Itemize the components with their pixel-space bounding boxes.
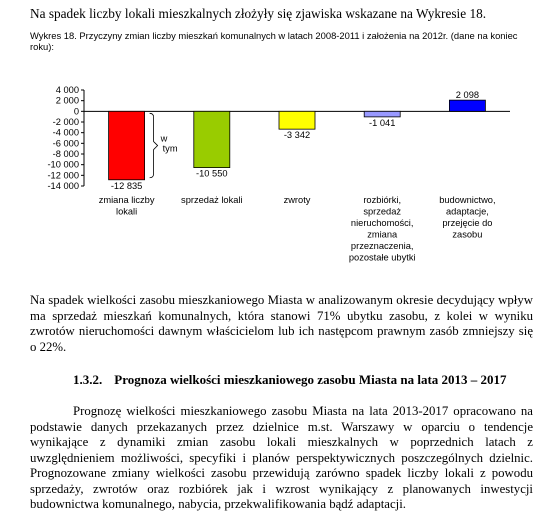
y-tick-label: -6 000	[52, 138, 79, 149]
data-label: -3 342	[283, 130, 311, 141]
figure-caption: Wykres 18. Przyczyny zmian liczby mieszkań komunalnych w latach 2008-2011 i założenia na 2012r. (dane na koniec roku):	[30, 30, 518, 52]
bar	[109, 111, 145, 179]
y-tick-label: -10 000	[47, 159, 79, 170]
annotation-label: tym	[162, 143, 178, 154]
category-label: rozbiórki,	[363, 195, 402, 205]
category-label: sprzedaż	[363, 206, 402, 217]
bar	[194, 111, 230, 167]
category-label: adaptacje,	[445, 206, 489, 217]
intro-text: Na spadek liczby lokali mieszkalnych złożyły się zjawiska wskazane na Wykresie 18.	[30, 6, 487, 21]
category-label: przeznaczenia,	[350, 241, 414, 251]
category-label: pozostałe ubytki	[348, 252, 416, 263]
category-label: zwroty	[283, 195, 311, 205]
y-tick-label: -14 000	[47, 181, 79, 191]
bar	[364, 111, 400, 117]
y-tick-label: 4 000	[55, 85, 79, 95]
y-tick-label: 0	[73, 106, 79, 117]
data-label: -12 835	[110, 180, 143, 191]
paragraph-sales-impact: Na spadek wielkości zasobu mieszkaniowego Miasta w analizowanym okresie decydujący wpływ ma sprzedaż mieszkań komunalnych, która stanowi 71% ubytku zasobu, z kolei w wyniku zwrotów nieruchomości dawnym właścicielom lub ich następcom prawnym zasób zmniejszy się o 22%.	[30, 293, 533, 354]
category-label: lokali	[116, 206, 138, 217]
category-label: zmiana	[367, 229, 398, 240]
category-label: sprzedaż lokali	[181, 195, 243, 205]
y-tick-label: -4 000	[52, 127, 79, 138]
bar	[449, 100, 485, 111]
category-label: budownictwo,	[439, 195, 496, 205]
paragraph-forecast: Prognozę wielkości mieszkaniowego zasobu Miasta na lata 2013-2017 opracowano na podstawie danych przekazanych przez dzielnice m.st. Warszawy w oparciu o tendencje wynikające z dynamiki zmian zasobu lokali mieszkalnych w poprzednich latach z uwzględnieniem możliwości, specyfiki i planów perspektywicznych poszczególnych dzielnic. Prognozowane zmiany wielkości zasobu przewidują zarówno spadek liczby lokali z powodu sprzedaży, zwrotów oraz rozbiórek jak i wzrost wynikający z planowanych inwestycji budownictwa komunalnego, nabycia, przekwalifikowania bądź adaptacji.	[30, 404, 533, 511]
bar-chart	[0, 80, 556, 290]
bracket	[150, 113, 158, 177]
y-tick-label: -12 000	[47, 170, 79, 181]
data-label: -10 550	[196, 168, 228, 179]
section-number: 1.3.2.	[73, 372, 103, 387]
y-tick-label: 2 000	[55, 95, 79, 106]
category-label: przejęcie do	[442, 218, 493, 228]
data-label: 2 098	[455, 90, 480, 101]
bar	[279, 111, 315, 129]
annotation-label: w	[160, 133, 168, 144]
y-tick-label: -8 000	[52, 149, 79, 159]
category-label: nieruchomości,	[350, 218, 414, 228]
section-title: Prognoza wielkości mieszkaniowego zasobu Miasta na lata 2013 – 2017	[114, 372, 507, 387]
y-tick-label: -2 000	[52, 117, 79, 127]
section-heading	[73, 372, 507, 388]
category-label: zmiana liczby	[98, 195, 155, 205]
category-label: zasobu	[452, 229, 483, 240]
data-label: -1 041	[369, 117, 396, 128]
